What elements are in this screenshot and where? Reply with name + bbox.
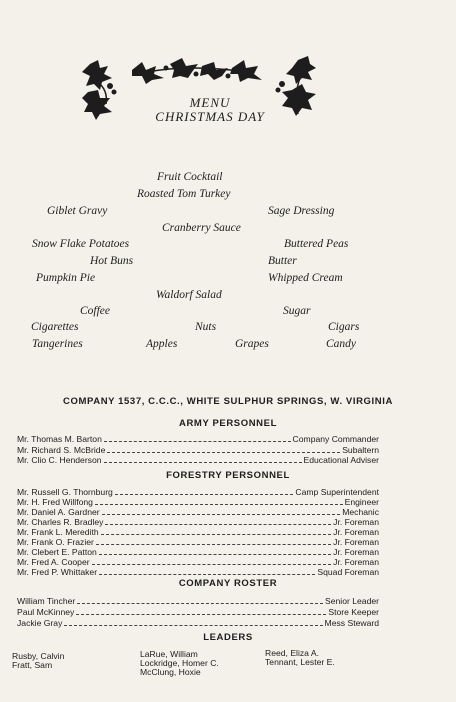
leader-name: Reed, Eliza A. [265,648,319,658]
menu-item: Fruit Cocktail [157,171,223,183]
person-role: Mess Steward [324,618,379,628]
leader-dots [104,441,291,442]
roster-row [17,607,379,617]
menu-subtitle: CHRISTMAS DAY [155,109,265,124]
leader-dots [105,524,331,525]
person-name: Mr. Frank L. Meredith [17,527,99,537]
menu-item: Hot Buns [90,255,134,267]
menu-item: Snow Flake Potatoes [32,238,130,250]
person-name: Mr. Thomas M. Barton [17,434,102,444]
person-role: Jr. Foreman [333,557,379,567]
person-name: Mr. Clebert E. Patton [17,547,97,557]
leader-dots [107,452,340,453]
leader-name: Rusby, Calvin [12,651,65,661]
person-role: Store Keeper [328,607,379,617]
person-role: Subaltern [342,445,379,455]
person-role: Jr. Foreman [333,517,379,527]
leader-dots [77,603,323,604]
roster-row [17,596,379,606]
person-role: Jr. Foreman [333,547,379,557]
leader-name: Fratt, Sam [12,660,53,670]
person-name: Mr. H. Fred Willfong [17,497,93,507]
leader-dots [104,462,302,463]
person-name: William Tincher [17,596,76,606]
person-name: Mr. Fred A. Cooper [17,557,90,567]
forestry-row [17,547,379,557]
forestry-row [17,527,379,537]
menu-item: Apples [146,338,178,350]
menu-item: Coffee [80,305,111,317]
menu-item: Tangerines [32,338,83,350]
leader-name: Tennant, Lester E. [265,657,335,667]
person-name: Mr. Frank O. Frazier [17,537,94,547]
menu-item: Roasted Tom Turkey [137,188,231,200]
forestry-row [17,517,379,527]
company-heading: COMPANY 1537, C.C.C., WHITE SULPHUR SPRINGS, W. VIRGINIA [63,396,393,407]
leader-dots [99,574,315,575]
menu-item: Cigarettes [31,321,79,333]
leader-dots [64,625,322,626]
person-role: Mechanic [342,507,379,517]
person-role: Engineer [344,497,379,507]
leader-dots [101,534,331,535]
leader-name: McClung, Hoxie [140,667,201,677]
menu-item: Waldorf Salad [156,289,222,301]
person-name: Paul McKinney [17,607,75,617]
person-name: Mr. Richard S. McBride [17,445,106,455]
person-role: Jr. Foreman [333,537,379,547]
menu-item: Candy [326,338,357,350]
menu-item: Nuts [195,321,217,333]
army-row [17,455,379,465]
army-heading: ARMY PERSONNEL [179,418,277,429]
forestry-row [17,557,379,567]
person-name: Mr. Charles R. Bradley [17,517,104,527]
person-role: Jr. Foreman [333,527,379,537]
forestry-row [17,507,379,517]
leader-dots [99,554,331,555]
menu-item: Cigars [328,321,360,333]
leader-dots [95,504,343,505]
person-role: Camp Superintendent [295,487,379,497]
leader-dots [102,514,341,515]
forestry-heading: FORESTRY PERSONNEL [166,470,290,481]
person-name: Mr. Clio C. Henderson [17,455,102,465]
holly-top-icon [128,54,268,84]
leader-name: LaRue, William [140,649,198,659]
menu-item: Sage Dressing [268,205,335,217]
army-row [17,445,379,455]
roster-row [17,618,379,628]
forestry-row [17,487,379,497]
menu-item: Pumpkin Pie [36,272,96,284]
menu-item: Sugar [283,305,311,317]
menu-item: Grapes [235,338,269,350]
person-role: Senior Leader [325,596,379,606]
person-name: Jackie Gray [17,618,63,628]
menu-item: Cranberry Sauce [162,222,241,234]
menu-item: Butter [268,255,297,267]
leader-dots [96,544,331,545]
roster-heading: COMPANY ROSTER [178,578,278,589]
forestry-row [17,537,379,547]
person-role: Squad Foreman [317,567,379,577]
person-role: Educational Adviser [303,455,379,465]
menu-item: Whipped Cream [268,272,343,284]
forestry-row [17,567,379,577]
forestry-row [17,497,379,507]
person-name: Mr. Russell G. Thornburg [17,487,113,497]
menu-title: MENU [189,95,231,110]
leader-dots [92,564,332,565]
menu-item: Buttered Peas [284,238,349,250]
menu-item: Giblet Gravy [47,205,108,217]
leader-dots [115,494,294,495]
army-row [17,434,379,444]
person-role: Company Commander [292,434,379,444]
leader-name: Lockridge, Homer C. [140,658,219,668]
leader-dots [76,614,326,615]
person-name: Mr. Fred P. Whittaker [17,567,98,577]
person-name: Mr. Daniel A. Gardner [17,507,100,517]
leaders-heading: LEADERS [203,632,253,643]
